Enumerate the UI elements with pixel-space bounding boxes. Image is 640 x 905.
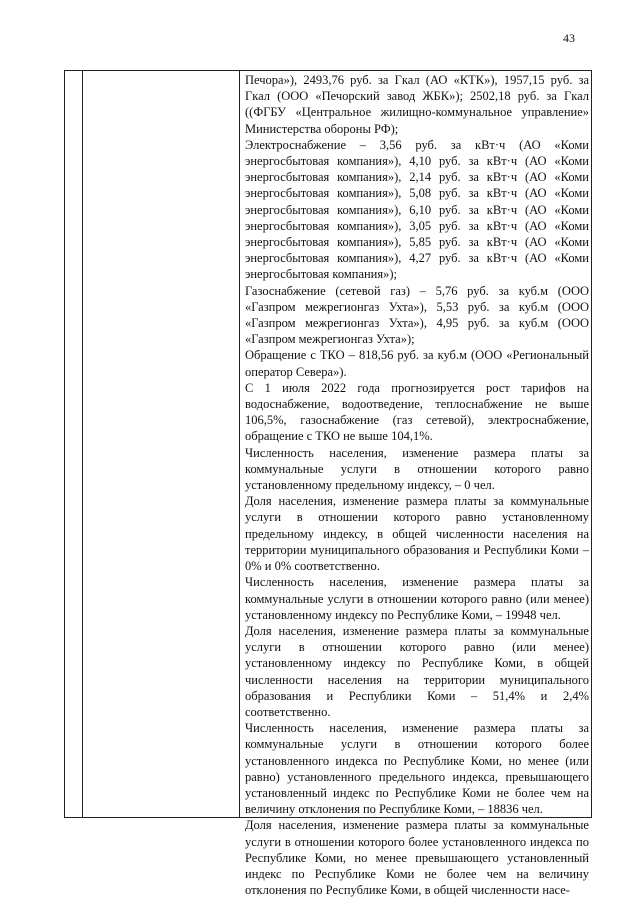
table-column-divider <box>239 71 240 817</box>
paragraph-share-above-index: Доля населения, изменение размера платы за коммунальные услуги в отношении которого более установленного индекса по Республике Коми, но менее превышающего установленный индекс по Республике Коми не более чем на величину отклонения по Республике Коми, в общей численности насе- <box>245 818 589 898</box>
paragraph-tariff-forecast: С 1 июля 2022 года прогнозируется рост тарифов на водоснабжение, водоотведение, теплоснабжение не выше 106,5%, газоснабжение (газ сетевой), электроснабжение, обращение с ТКО не выше 104,1%. <box>245 380 589 444</box>
paragraph-electricity-tariffs: Электроснабжение – 3,56 руб. за кВт·ч (АО «Коми энергосбытовая компания»), 4,10 руб. за кВт·ч (АО «Коми энергосбытовая компания»), 2,14 руб. за кВт·ч (АО «Коми энергосбытовая компания»), 5,08 руб. за кВт·ч (АО «Коми энергосбытовая компания»), 6,10 руб. за кВт·ч (АО «Коми энергосбытовая компания»), 3,05 руб. за кВт·ч (АО «Коми энергосбытовая компания»), 5,85 руб. за кВт·ч (АО «Коми энергосбытовая компания»), 4,27 руб. за кВт·ч (АО «Коми энергосбытовая компания»); <box>245 137 589 282</box>
paragraph-population-above-index: Численность населения, изменение размера платы за коммунальные услуги в отношении которого более установленного индекса по Республике Коми, но менее (или равно) установленного предельного индекса, превышающего установленный индекс по Республике Коми не более чем на величину отклонения по Республике Коми, – 18836 чел. <box>245 721 589 817</box>
table-cell-content <box>245 72 589 898</box>
paragraph-share-equal-limit: Доля населения, изменение размера платы за коммунальные услуги в отношении которого равно установленному предельному индексу, в общей численности населения на территории муниципального образования и Республики Коми – 0% и 0% соответственно. <box>245 494 589 574</box>
paragraph-heat-tariffs: Печора»), 2493,76 руб. за Гкал (АО «КТК»), 1957,15 руб. за Гкал (ООО «Печорский завод ЖБК»); 2502,18 руб. за Гкал ((ФГБУ «Центральное жилищно-коммунальное управление» Министерства обороны РФ); <box>245 73 589 136</box>
paragraph-population-equal-limit: Численность населения, изменение размера платы за коммунальные услуги в отношении которого равно установленному предельному индексу, – 0 чел. <box>245 445 589 493</box>
paragraph-share-within-index: Доля населения, изменение размера платы за коммунальные услуги в отношении которого равно (или менее) установленному индексу по Республике Коми, в общей численности населения на территории муниципального образования и Республики Коми – 51,4% и 2,4% соответственно. <box>245 623 589 719</box>
paragraph-waste-tariffs: Обращение с ТКО – 818,56 руб. за куб.м (ООО «Региональный оператор Севера»). <box>245 348 589 379</box>
paragraph-gas-tariffs: Газоснабжение (сетевой газ) – 5,76 руб. за куб.м (ООО «Газпром межрегионгаз Ухта»), 5,53 руб. за куб.м (ООО «Газпром межрегионгаз Ухта»), 4,95 руб. за куб.м (ООО «Газпром межрегионгаз Ухта»); <box>245 283 589 347</box>
document-table <box>64 70 592 898</box>
page-number: 43 <box>563 31 575 45</box>
table-column-divider <box>82 71 83 817</box>
paragraph-population-within-index: Численность населения, изменение размера платы за коммунальные услуги в отношении которого равно (или менее) установленному индексу по Республике Коми, – 19948 чел. <box>245 575 589 622</box>
